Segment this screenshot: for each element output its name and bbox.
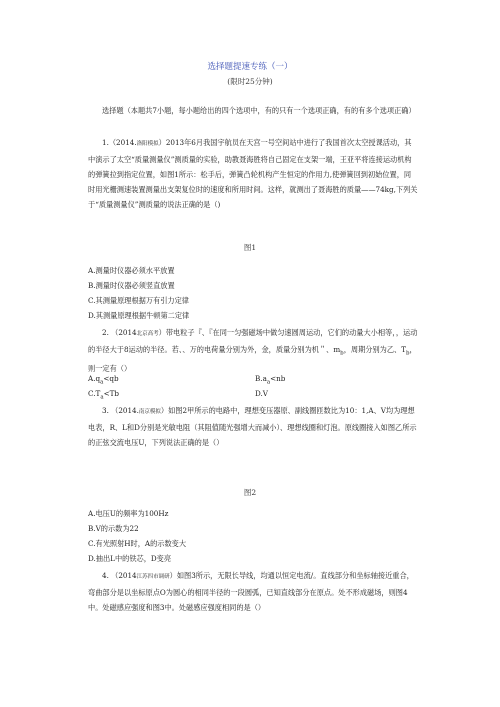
question-4-text: 4. （2014江苏四市调研）如图3所示，无限长导线，均通以恒定电流/。直线部分和坐标轴接近重合，弯曲部分是以坐标原点O为圆心的相同半径的一段圆弧，已知直线部分在原点。处不形成磁场，则图4中。处磁感应强度和图3中。处磁感应强度相同的是（） <box>88 571 414 612</box>
q1-option-a: A.测量时仪器必须水平放置 <box>88 266 175 275</box>
section-intro: 选择题（本题共7小题，每小题给出的四个选项中，有的只有一个选项正确，有的有多个选项正确） <box>102 106 416 115</box>
q2-option-b: $B.a_a<nb$ <box>255 374 286 386</box>
time-limit: (限时25分钟) <box>227 77 273 86</box>
figure-2-caption: 图2 <box>243 488 257 497</box>
q1-option-b: B.测量时仪器必须竖直放置 <box>88 281 175 290</box>
q1-option-c: C.其测量原理根据万有引力定律 <box>88 296 189 305</box>
q3-option-b: B.V的示数为22 <box>88 524 139 533</box>
q3-option-d: D.抽出L中的铁芯，D变亮 <box>88 554 172 563</box>
q2-option-c: $C.T_a<Tb$ <box>88 389 120 401</box>
q3-option-a: A.电压U的频率为100Hz <box>88 509 169 518</box>
q2-option-a: $A.q_a<qb$ <box>88 374 119 386</box>
q3-option-c: C.有光照射H时，A的示数变大 <box>88 539 187 548</box>
q2-option-d: D.V <box>255 389 268 398</box>
question-1-text: 1.（2014.洛阳模拟）2013年6月我国宇航员在天宫一号空间站中进行了我国首次太空授课活动，其中演示了太空“质量测量仪”测质量的实验，助教聂海胜将自己固定在支架一端，王亚平将连接运动机构的弹簧拉到指定位置，如图1所示：松手后，弹簧凸轮机构产生恒定的作用力,使弹簧回到初始位置，同时用光栅测速装置测量出支架复位时的速度和所用时间。这样，就测出了聂海胜的质量——74kg,下列关于“质量测量仪”测质量的说法正确的是（) <box>88 138 418 209</box>
page-title: 选择题提速专练（一） <box>207 62 293 72</box>
question-2-text: 2. （2014北京高考）带电粒子『、『在同一匀强磁场中做匀速圆周运动，它们的动量大小相等，，运动的半径大于8运动的半径。若、、万的电荷量分别为外，金，质量分别为机＂、$m_b$，周期分别为乙、$T_b$，则一定有（） <box>88 328 418 374</box>
q1-option-d: D.其测量原理根据牛顿第二定律 <box>88 311 190 320</box>
figure-1-caption: 图1 <box>243 243 257 252</box>
question-3-text: 3. （2014.南京模拟）如图2甲所示的电路中，理想变压器原、副线圈匝数比为10：1,A、V均为理想电表，R、L和D分别是光敏电阻（其阻值随光强增大而减小）、理想线圈和灯泡。原线圈接入如图乙所示的正弦交流电压U，下列说法正确的是（） <box>88 406 417 447</box>
